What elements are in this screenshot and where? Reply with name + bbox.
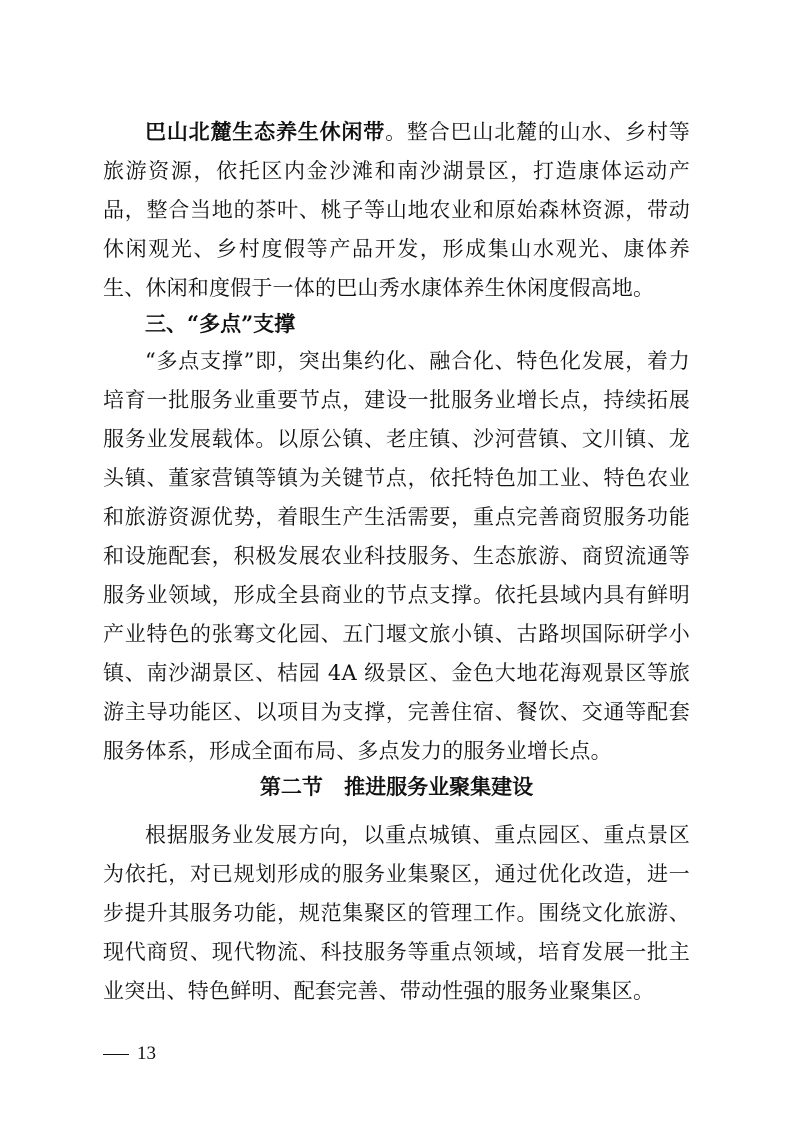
paragraph-eco-leisure-belt (103, 112, 690, 308)
footer-dash (103, 1054, 129, 1055)
paragraph-cluster-construction: 根据服务业发展方向，以重点城镇、重点园区、重点景区为依托，对已规划形成的服务业集聚区，通过优化改造，进一步提升其服务功能，规范集聚区的管理工作。围绕文化旅游、现代商贸、现代物流、科技服务等重点领域，培育发展一批主业突出、特色鲜明、配套完善、带动性强的服务业聚集区。 (103, 823, 690, 1003)
paragraph-lead-term: 巴山北麓生态养生休闲带 (145, 119, 386, 144)
subsection-heading: 三、“多点”支撑 (145, 311, 296, 336)
paragraph-body-text: 。整合巴山北麓的山水、乡村等旅游资源，依托区内金沙滩和南沙湖景区，打造康体运动产品，整合当地的茶叶、桃子等山地农业和原始森林资源，带动休闲观光、乡村度假等产品开发，形成集山水观光、康体养生、休闲和度假于一体的巴山秀水康体养生休闲度假高地。 (103, 120, 690, 300)
page-number: 13 (137, 1043, 156, 1064)
section-title: 第二节 推进服务业聚集建设 (259, 775, 534, 799)
page-footer (103, 1042, 156, 1066)
paragraph-multi-point-support: “多点支撑”即，突出集约化、融合化、特色化发展，着力培育一批服务业重要节点，建设一批服务业增长点，持续拓展服务业发展载体。以原公镇、老庄镇、沙河营镇、文川镇、龙头镇、董家营镇等镇为关键节点，依托特色加工业、特色农业和旅游资源优势，着眼生产生活需要，重点完善商贸服务功能和设施配套，积极发展农业科技服务、生态旅游、商贸流通等服务业领域，形成全县商业的节点支撑。依托县域内具有鲜明产业特色的张骞文化园、五门堰文旅小镇、古路坝国际研学小镇、南沙湖景区、桔园 4A 级景区、金色大地花海观景区等旅游主导功能区、以项目为支撑，完善住宿、餐饮、交通等配套服务体系，形成全面布局、多点发力的服务业增长点。 (103, 349, 690, 763)
